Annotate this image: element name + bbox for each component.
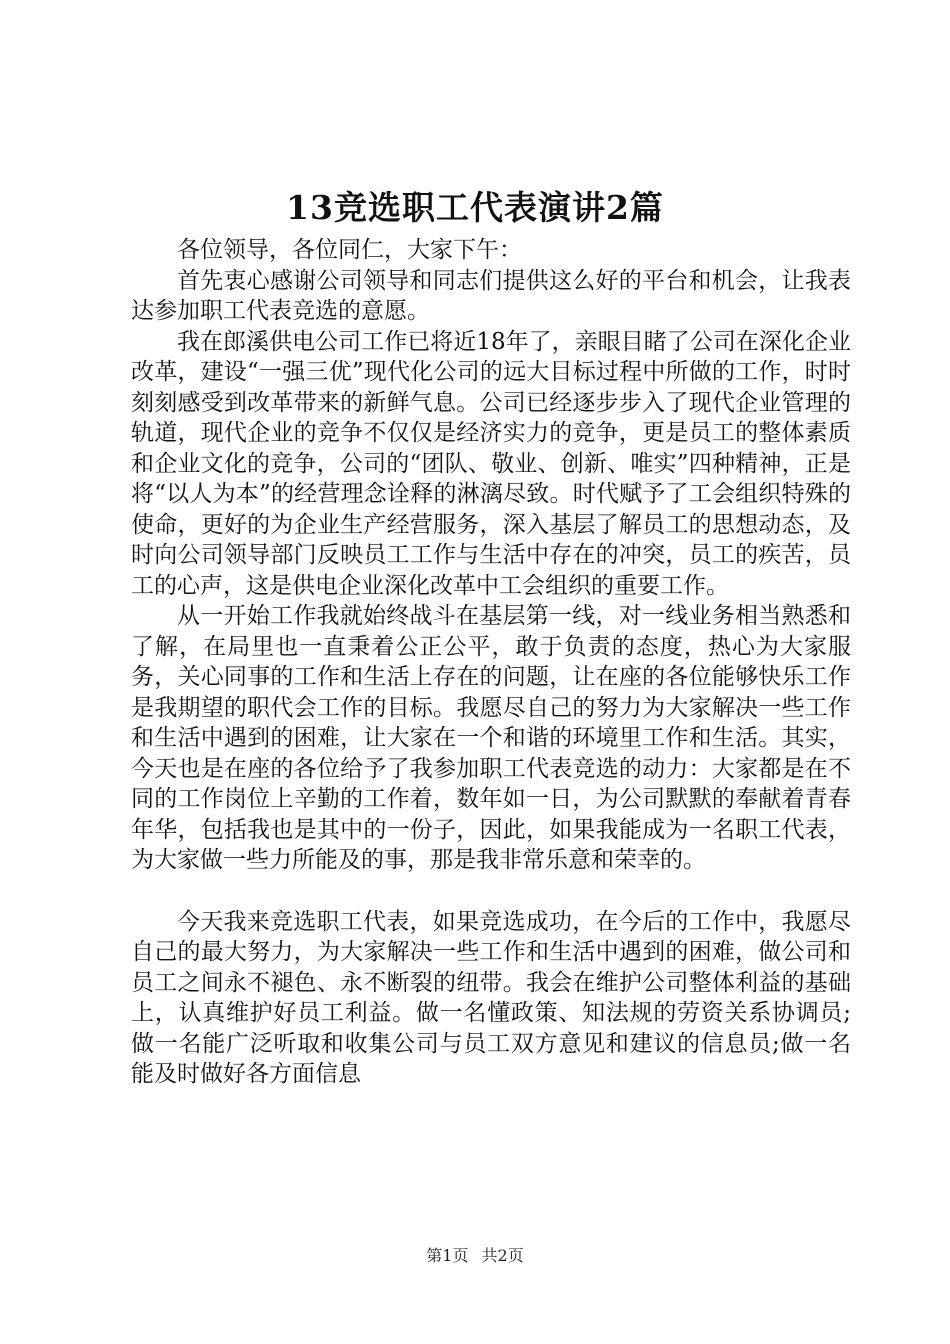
page-footer: [0, 1246, 950, 1266]
paragraph-thanks: 首先衷心感谢公司领导和同志们提供这么好的平台和机会，让我表达参加职工代表竞选的意愿。: [131, 267, 851, 324]
page-number: 第1页: [426, 1246, 469, 1265]
document-title: 13竞选职工代表演讲2篇: [286, 188, 664, 227]
paragraph-frontline: 从一开始工作我就始终战斗在基层第一线，对一线业务相当熟悉和了解，在局里也一直秉着公正公平，敢于负责的态度，热心为大家服务，关心同事的工作和生活上存在的问题，让在座的各位能够快乐工作是我期望的职代会工作的目标。我愿尽自己的努力为大家解决一些工作和生活中遇到的困难，让大家在一个和谐的环境里工作和生活。其实，今天也是在座的各位给予了我参加职工代表竞选的动力：大家都是在不同的工作岗位上辛勤的工作着，数年如一日，为公司默默的奉献着青春年华，包括我也是其中的一份子，因此，如果我能成为一名职工代表，为大家做一些力所能及的事，那是我非常乐意和荣幸的。: [131, 603, 851, 873]
paragraph-experience: 我在郎溪供电公司工作已将近18年了，亲眼目睹了公司在深化企业改革，建设“一强三优”现代化公司的远大目标过程中所做的工作，时时刻刻感受到改革带来的新鲜气息。公司已经逐步步入了现代企业管理的轨道，现代企业的竞争不仅仅是经济实力的竞争，更是员工的整体素质和企业文化的竞争，公司的“团队、敬业、创新、唯实”四种精神，正是将“以人为本”的经营理念诠释的淋漓尽致。时代赋予了工会组织特殊的使命，更好的为企业生产经营服务，深入基层了解员工的思想动态，及时向公司领导部门反映员工工作与生活中存在的冲突，员工的疾苦，员工的心声，这是供电企业深化改革中工会组织的重要工作。: [131, 328, 851, 599]
document-body: [131, 235, 851, 1090]
paragraph-commitment: 今天我来竞选职工代表，如果竞选成功，在今后的工作中，我愿尽自己的最大努力，为大家解决一些工作和生活中遇到的困难，做公司和员工之间永不褪色、永不断裂的纽带。我会在维护公司整体利益的基础上，认真维护好员工利益。做一名懂政策、知法规的劳资关系协调员;做一名能广泛听取和收集公司与员工双方意见和建议的信息员;做一名能及时做好各方面信息: [131, 908, 851, 1087]
paragraph-greeting: 各位领导，各位同仁，大家下午：: [177, 237, 522, 263]
page-total: 共2页: [481, 1246, 524, 1265]
